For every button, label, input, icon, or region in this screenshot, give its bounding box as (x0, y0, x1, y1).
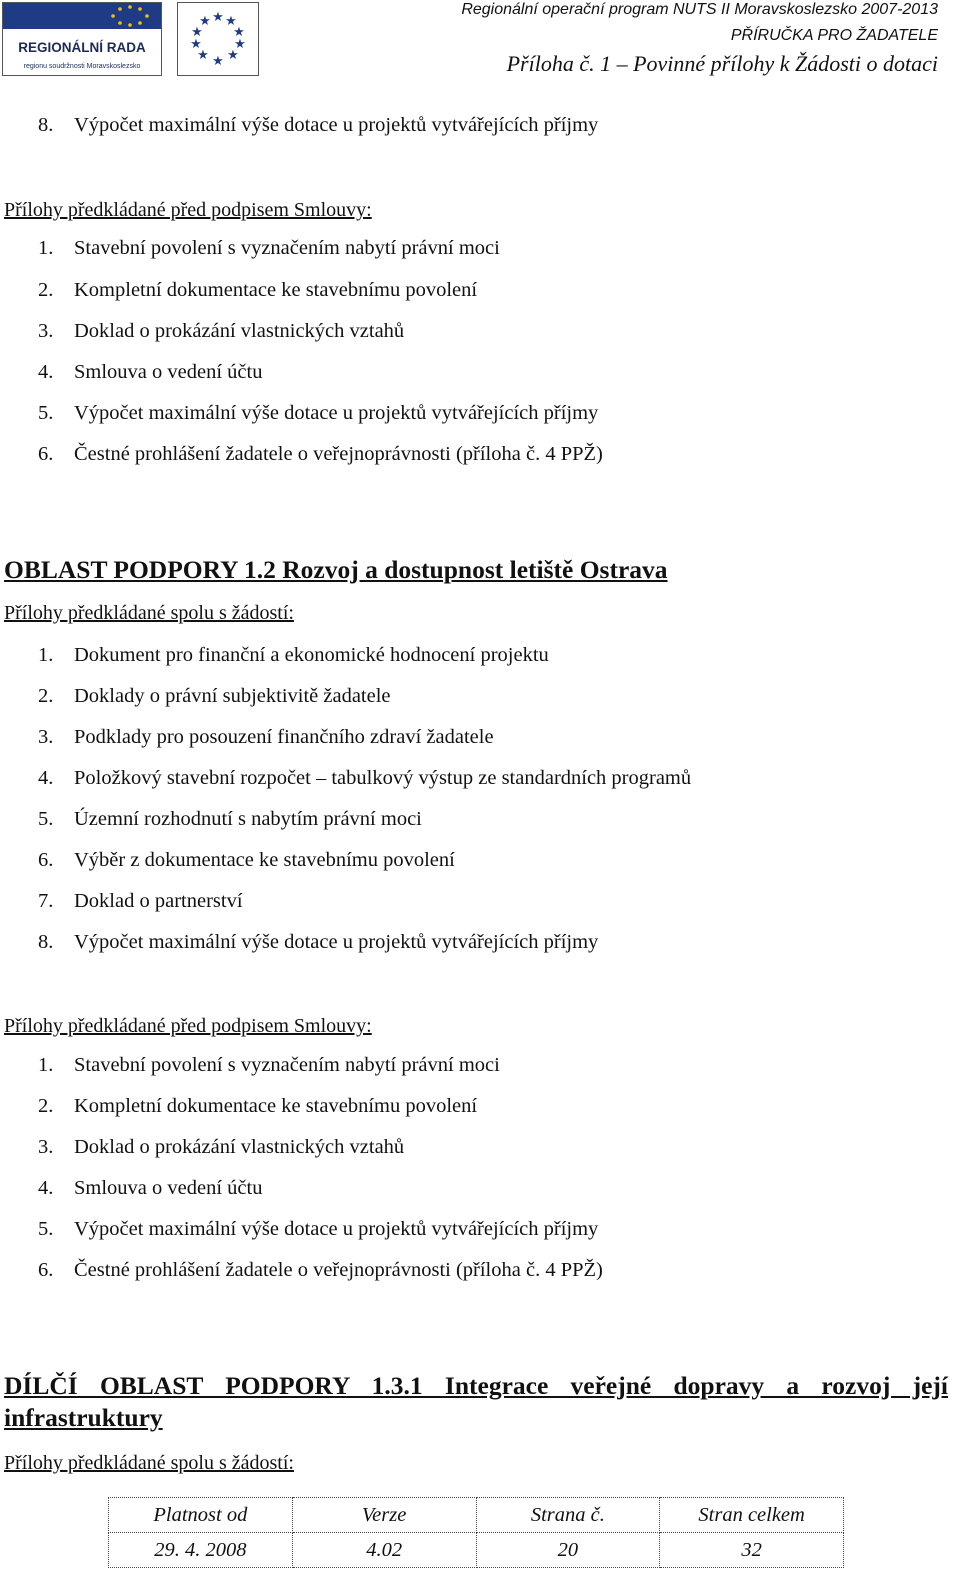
item-number: 1. (38, 1054, 54, 1076)
list-item (4, 929, 598, 955)
item-text: Výpočet maximální výše dotace u projektů vytvářejících příjmy (74, 1218, 599, 1240)
item-number: 1. (38, 644, 54, 666)
item-text: Výpočet maximální výše dotace u projektů vytvářejících příjmy (74, 114, 599, 136)
item-number: 3. (38, 320, 54, 342)
item-text: Kompletní dokumentace ke stavebnímu povolení (74, 1095, 478, 1117)
list-item (4, 1052, 500, 1078)
footer-value: 32 (660, 1533, 844, 1568)
item-number: 3. (38, 1136, 54, 1158)
svg-text:★: ★ (199, 13, 211, 28)
list-item (4, 318, 404, 344)
item-number: 8. (38, 931, 54, 953)
item-text: Podklady pro posouzení finančního zdraví žadatele (74, 726, 494, 748)
item-number: 7. (38, 890, 54, 912)
svg-text:★: ★ (227, 47, 239, 62)
list-item (4, 277, 477, 303)
list-item (4, 400, 598, 426)
header-text (461, 0, 938, 77)
item-text: Dokument pro finanční a ekonomické hodnocení projektu (74, 644, 549, 666)
list-item (4, 683, 391, 709)
item-number: 6. (38, 443, 54, 465)
item-number: 1. (38, 237, 54, 259)
item-number: 3. (38, 726, 54, 748)
list-item (4, 1134, 404, 1160)
item-number: 6. (38, 1259, 54, 1281)
list-item (4, 847, 455, 873)
item-number: 2. (38, 1095, 54, 1117)
list-item (4, 1216, 598, 1242)
item-text: Čestné prohlášení žadatele o veřejnoprávnosti (příloha č. 4 PPŽ) (74, 443, 603, 465)
item-number: 2. (38, 685, 54, 707)
list-item (4, 112, 598, 138)
item-text: Kompletní dokumentace ke stavebnímu povolení (74, 279, 478, 301)
footer-label: Strana č. (476, 1498, 660, 1533)
list-item (4, 359, 262, 385)
item-number: 5. (38, 808, 54, 830)
item-number: 6. (38, 849, 54, 871)
item-number: 4. (38, 1177, 54, 1199)
item-text: Výpočet maximální výše dotace u projektů vytvářejících příjmy (74, 402, 599, 424)
list-item (4, 765, 691, 791)
list-item (4, 441, 603, 467)
footer-label-row (109, 1498, 844, 1533)
regional-council-logo (2, 2, 162, 76)
svg-text:★: ★ (225, 13, 237, 28)
section-title: DÍLČÍ OBLAST PODPORY 1.3.1 Integrace veřejné dopravy a rozvoj její infrastruktury (4, 1371, 948, 1432)
item-text: Výpočet maximální výše dotace u projektů vytvářejících příjmy (74, 931, 599, 953)
footer-value: 4.02 (292, 1533, 476, 1568)
sub-heading: Přílohy předkládané před podpisem Smlouvy: (4, 199, 372, 221)
svg-text:★: ★ (212, 53, 224, 68)
list-item (4, 642, 549, 668)
annex-title: Příloha č. 1 – Povinné přílohy k Žádosti o dotaci (506, 51, 938, 76)
list-item (4, 1257, 603, 1283)
item-text: Doklad o partnerství (74, 890, 243, 912)
svg-text:★: ★ (190, 36, 202, 51)
list-item (4, 235, 500, 261)
footer-label: Platnost od (109, 1498, 293, 1533)
eu-flag-icon (3, 3, 161, 29)
svg-text:★: ★ (212, 9, 224, 24)
footer-value: 20 (476, 1533, 660, 1568)
item-number: 8. (38, 114, 54, 136)
item-text: Doklad o prokázání vlastnických vztahů (74, 1136, 405, 1158)
item-text: Stavební povolení s vyznačením nabytí právní moci (74, 1054, 500, 1076)
item-number: 2. (38, 279, 54, 301)
svg-text:★: ★ (234, 36, 246, 51)
list-item (4, 806, 422, 832)
svg-text:★: ★ (191, 24, 203, 39)
item-number: 4. (38, 361, 54, 383)
eu-stars-logo (177, 2, 259, 76)
sub-heading: Přílohy předkládané spolu s žádostí: (4, 1452, 294, 1474)
item-text: Výběr z dokumentace ke stavebnímu povolení (74, 849, 455, 871)
footer-label: Verze (292, 1498, 476, 1533)
svg-text:★: ★ (233, 24, 245, 39)
eu-stars-icon (178, 3, 258, 75)
item-text: Položkový stavební rozpočet – tabulkový výstup ze standardních programů (74, 767, 692, 789)
item-number: 5. (38, 1218, 54, 1240)
guide-title: PŘÍRUČKA PRO ŽADATELE (730, 27, 938, 44)
item-text: Smlouva o vedení účtu (74, 361, 263, 383)
svg-text:★: ★ (197, 47, 209, 62)
logo-name: REGIONÁLNÍ RADA (18, 40, 146, 55)
footer-label: Stran celkem (660, 1498, 844, 1533)
item-number: 5. (38, 402, 54, 424)
footer-value-row (109, 1533, 844, 1568)
list-item (4, 724, 494, 750)
list-item (4, 1175, 262, 1201)
logo-subtitle: regionu soudržnosti Moravskoslezsko (23, 63, 141, 70)
item-text: Doklad o prokázání vlastnických vztahů (74, 320, 405, 342)
item-text: Čestné prohlášení žadatele o veřejnoprávnosti (příloha č. 4 PPŽ) (74, 1259, 603, 1281)
item-text: Stavební povolení s vyznačením nabytí právní moci (74, 237, 500, 259)
footer-value: 29. 4. 2008 (109, 1533, 293, 1568)
footer-table (108, 1497, 844, 1568)
item-text: Doklady o právní subjektivitě žadatele (74, 685, 391, 707)
page-header (0, 0, 960, 90)
sub-heading: Přílohy předkládané před podpisem Smlouvy: (4, 1015, 372, 1037)
item-text: Smlouva o vedení účtu (74, 1177, 263, 1199)
item-text: Územní rozhodnutí s nabytím právní moci (74, 808, 422, 830)
list-item (4, 1093, 477, 1119)
sub-heading: Přílohy předkládané spolu s žádostí: (4, 602, 294, 624)
section-title: OBLAST PODPORY 1.2 Rozvoj a dostupnost letiště Ostrava (4, 555, 668, 584)
list-item (4, 888, 243, 914)
program-title: Regionální operační program NUTS II Moravskoslezsko 2007-2013 (461, 1, 938, 18)
item-number: 4. (38, 767, 54, 789)
